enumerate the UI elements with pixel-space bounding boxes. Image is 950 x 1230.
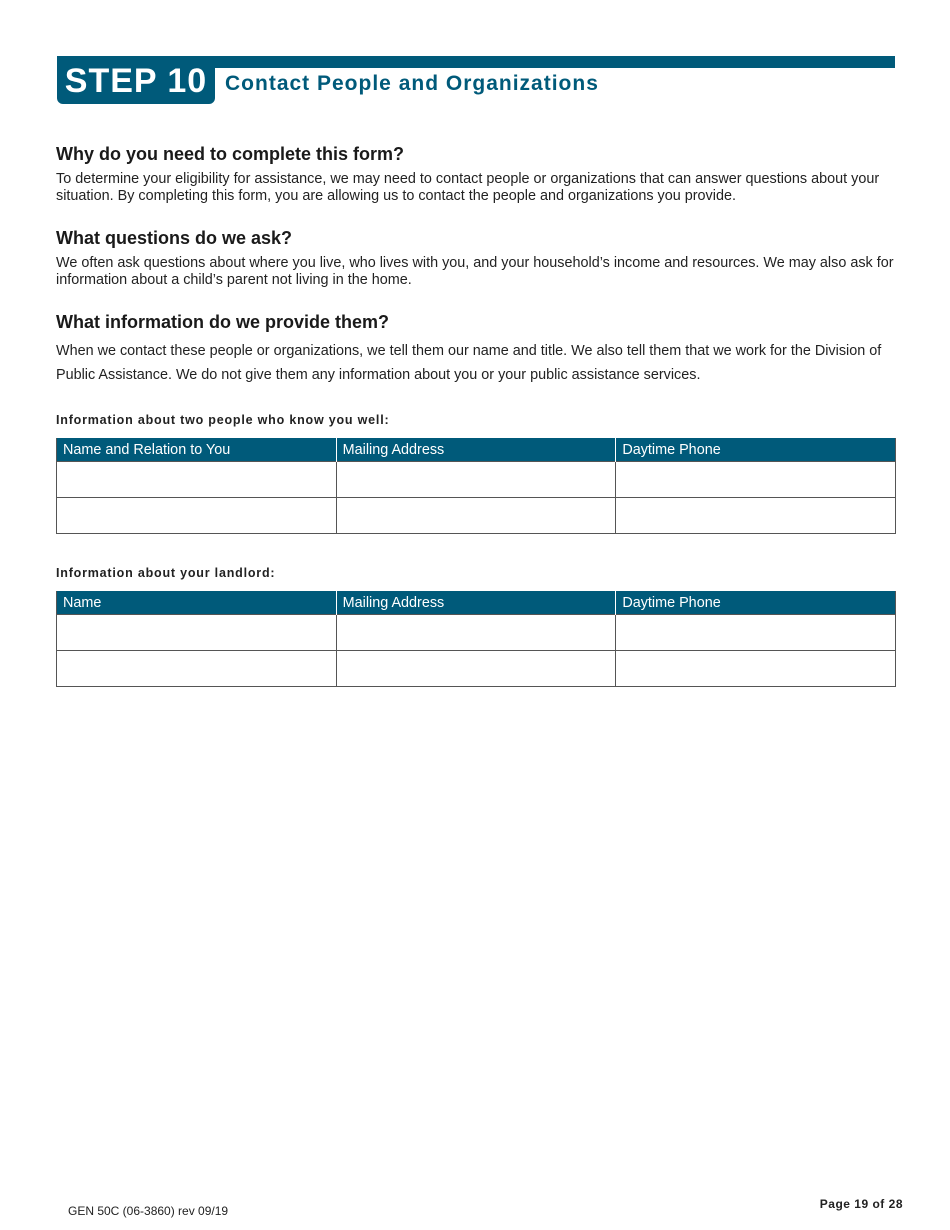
section-why [56, 144, 896, 205]
section-information [56, 312, 896, 387]
section-body: To determine your eligibility for assistance, we may need to contact people or organizations that can answer questions about your situation. By completing this form, you are allowing us to contact the people and organizations you provide. [56, 171, 880, 204]
column-header-daytime-phone: Daytime Phone [616, 591, 896, 615]
landlord-table [56, 591, 896, 687]
section-questions [56, 228, 896, 289]
table-header-row [57, 591, 896, 615]
landlord-2-name-field[interactable] [57, 651, 337, 687]
landlord-1-phone-field[interactable] [616, 615, 896, 651]
section-body: We often ask questions about where you live, who lives with you, and your household’s income and resources. We may also ask for information about a child’s parent not living in the home. [56, 255, 894, 288]
person-1-phone-field[interactable] [616, 462, 896, 498]
table-row [57, 651, 896, 687]
section-body: When we contact these people or organizations, we tell them our name and title. We also tell them that we work for the Division of Public Assistance. We do not give them any information about you or your public assistance services. [56, 343, 882, 383]
landlord-2-address-field[interactable] [336, 651, 616, 687]
column-header-mailing-address: Mailing Address [336, 591, 616, 615]
person-2-phone-field[interactable] [616, 498, 896, 534]
table-row [57, 462, 896, 498]
page-title: Contact People and Organizations [225, 72, 599, 95]
section-heading: Why do you need to complete this form? [56, 144, 405, 164]
table-row [57, 615, 896, 651]
form-id: GEN 50C (06-3860) rev 09/19 [68, 1204, 229, 1218]
table-row [57, 498, 896, 534]
landlord-1-address-field[interactable] [336, 615, 616, 651]
person-2-address-field[interactable] [336, 498, 616, 534]
person-1-address-field[interactable] [336, 462, 616, 498]
people-table [56, 438, 896, 534]
section-heading: What information do we provide them? [56, 312, 389, 332]
column-header-name: Name [57, 591, 337, 615]
column-header-mailing-address: Mailing Address [336, 438, 616, 462]
page-number: Page 19 of 28 [819, 1197, 903, 1211]
landlord-2-phone-field[interactable] [616, 651, 896, 687]
section-heading: What questions do we ask? [56, 228, 293, 248]
landlord-1-name-field[interactable] [57, 615, 337, 651]
landlord-table-label: Information about your landlord: [56, 566, 276, 580]
person-1-name-field[interactable] [57, 462, 337, 498]
person-2-name-field[interactable] [57, 498, 337, 534]
column-header-name-relation: Name and Relation to You [57, 438, 337, 462]
people-table-label: Information about two people who know you well: [56, 413, 390, 427]
column-header-daytime-phone: Daytime Phone [616, 438, 896, 462]
table-header-row [57, 438, 896, 462]
step-badge: STEP 10 [57, 56, 215, 104]
